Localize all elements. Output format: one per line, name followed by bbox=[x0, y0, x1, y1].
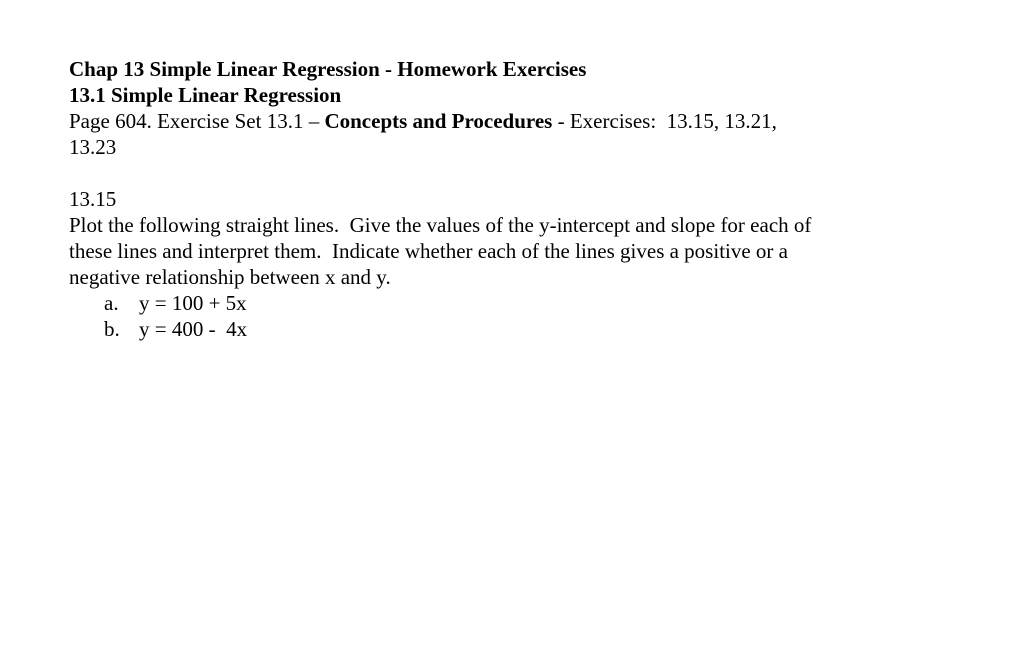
assignment-prefix: Page 604. Exercise Set 13.1 – bbox=[69, 109, 325, 133]
list-item bbox=[69, 316, 949, 342]
assignment-line bbox=[69, 108, 949, 134]
list-marker: b. bbox=[104, 317, 120, 341]
assignment-line-continued: 13.23 bbox=[69, 135, 117, 159]
document-page bbox=[69, 56, 949, 342]
equation-list bbox=[69, 290, 949, 342]
exercise-number: 13.15 bbox=[69, 187, 117, 211]
chapter-title: Chap 13 Simple Linear Regression - Homework Exercises bbox=[69, 57, 587, 81]
equation: y = 100 + 5x bbox=[139, 291, 247, 315]
section-title: 13.1 Simple Linear Regression bbox=[69, 83, 342, 107]
list-marker: a. bbox=[104, 291, 119, 315]
exercise-text-line: Plot the following straight lines. Give the values of the y-intercept and slope for each of bbox=[69, 213, 812, 237]
assignment-suffix: - Exercises: 13.15, 13.21, bbox=[552, 109, 777, 133]
exercise-text-line: these lines and interpret them. Indicate whether each of the lines gives a positive or a bbox=[69, 239, 788, 263]
list-item bbox=[69, 290, 949, 316]
equation: y = 400 - 4x bbox=[139, 317, 248, 341]
assignment-bold-part: Concepts and Procedures bbox=[324, 109, 553, 133]
exercise-text-line: negative relationship between x and y. bbox=[69, 265, 391, 289]
spacer bbox=[69, 160, 949, 186]
